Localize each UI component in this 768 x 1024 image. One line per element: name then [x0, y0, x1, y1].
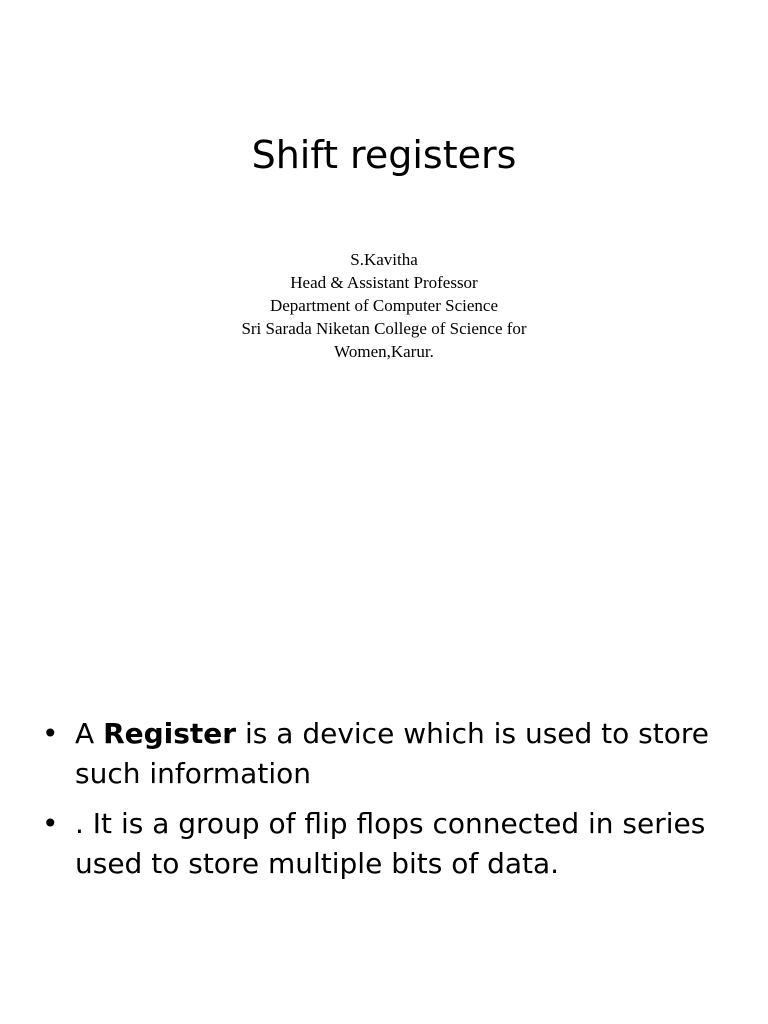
bullet-text: . It is a group of flip flops connected in series used to store multiple bits of data.: [75, 807, 706, 880]
author-college-location: Women,Karur.: [334, 342, 434, 361]
author-college: Sri Sarada Niketan College of Science for: [241, 319, 527, 338]
bullet-list: [42, 714, 732, 894]
author-department: Department of Computer Science: [269, 296, 498, 315]
bullet-keyword: Register: [103, 717, 237, 750]
author-designation: Head & Assistant Professor: [290, 273, 478, 292]
slide-title: Shift registers: [251, 133, 517, 177]
bullet-icon: •: [42, 717, 59, 750]
bullet-suffix: is a device which is used to store such information: [75, 717, 710, 790]
content-slide: [0, 576, 768, 1024]
author-info: [0, 248, 768, 363]
bullet-item-flip-flops: [42, 804, 732, 884]
bullet-icon: •: [42, 807, 59, 840]
bullet-prefix: A: [75, 717, 104, 750]
author-name: S.Kavitha: [350, 250, 418, 269]
bullet-item-register-definition: [42, 714, 732, 794]
